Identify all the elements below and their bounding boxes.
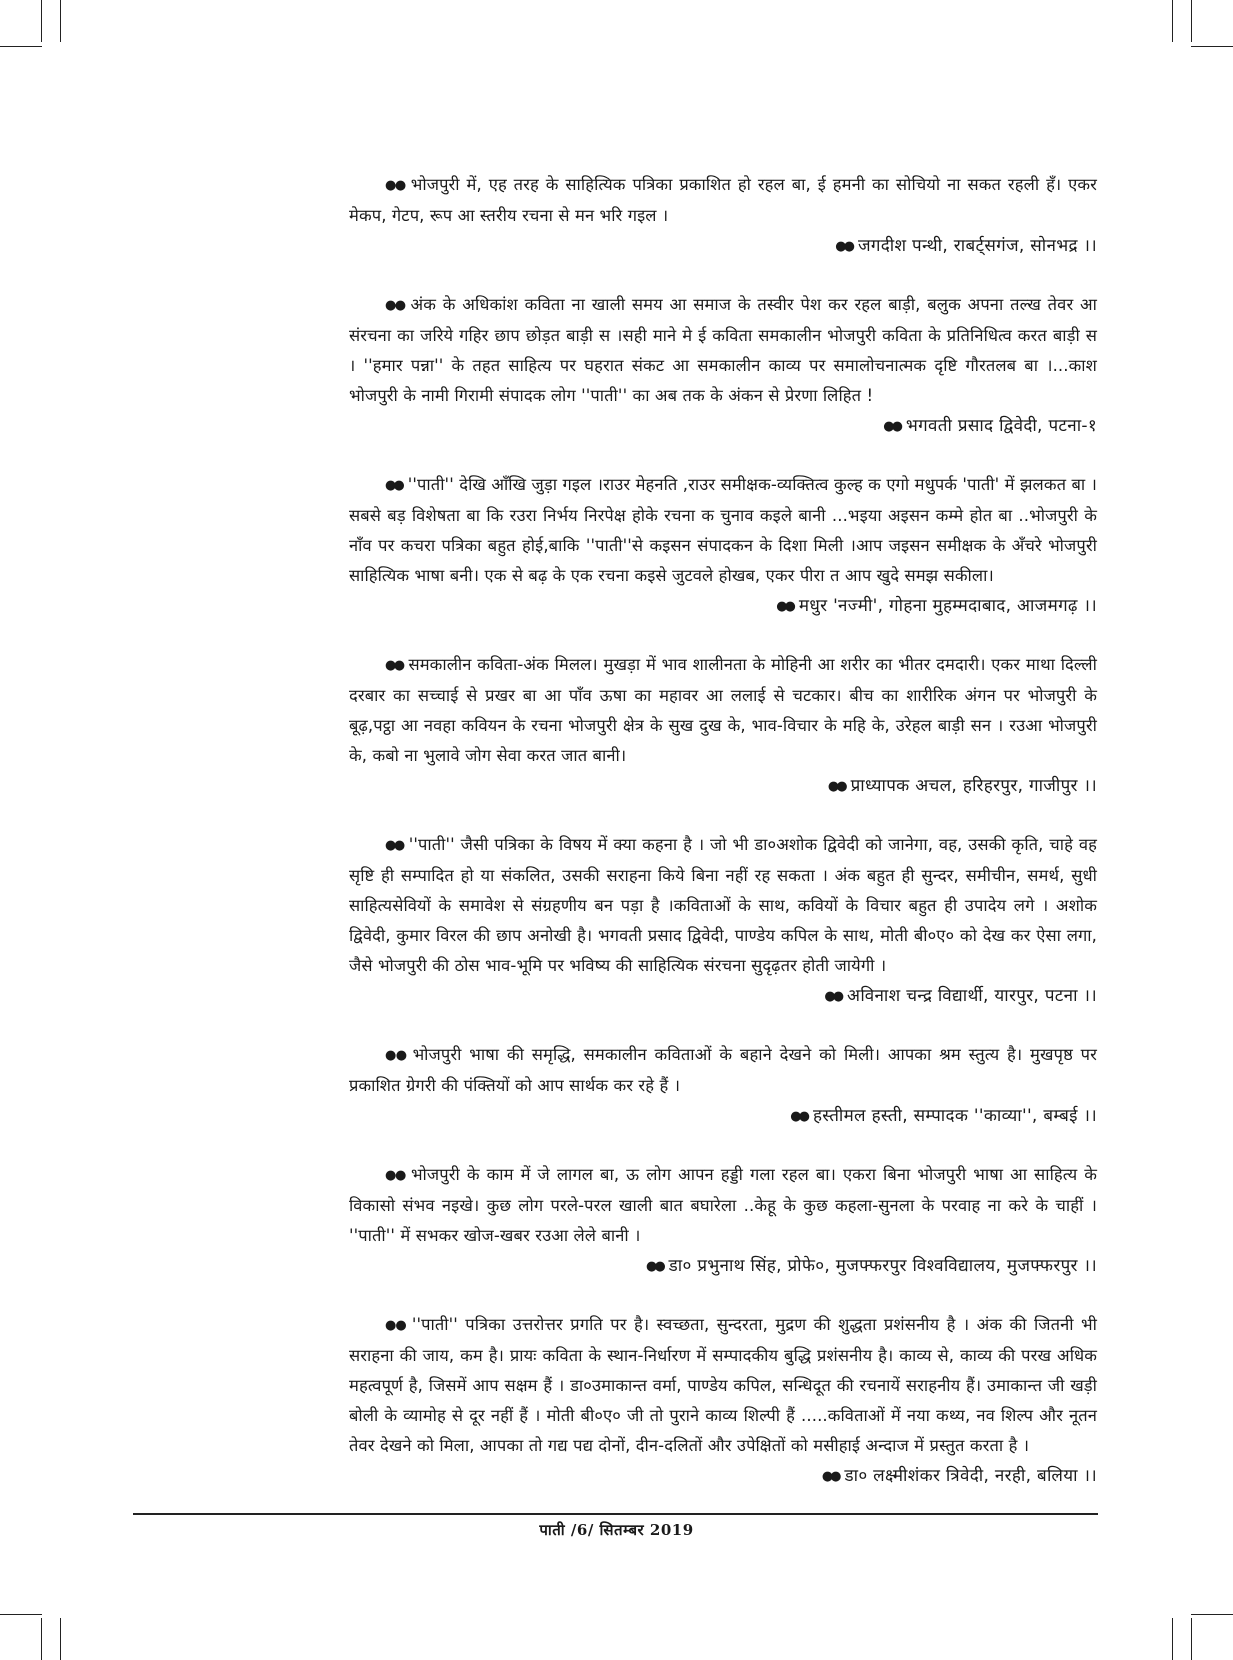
letter-signature: ●● अविनाश चन्द्र विद्यार्थी, यारपुर, पटना ।। <box>824 986 1097 1006</box>
bullet-icon: ●● <box>835 239 852 254</box>
letter-body: ●● भोजपुरी में, एह तरह के साहित्यिक पत्रिका प्रकाशित हो रहल बा, ई हमनी का सोचियो ना सकत रहली हँ। एकर मेकप, गेटप, रूप आ स्तरीय रचना से मन भरि गइल । <box>349 175 1098 225</box>
bullet-icon: ●● <box>790 1109 807 1124</box>
bullet-icon: ●● <box>385 1048 407 1063</box>
crop-mark <box>41 1618 42 1660</box>
bullet-icon: ●● <box>883 419 900 434</box>
letter-signature: ●● मधुर 'नज्मी', गोहना मुहम्मदाबाद, आजमगढ़ ।। <box>776 596 1097 616</box>
bullet-icon: ●● <box>385 298 405 313</box>
crop-mark <box>0 46 42 47</box>
crop-mark <box>1172 1618 1173 1660</box>
crop-mark <box>1191 0 1192 42</box>
letter <box>349 1040 1097 1132</box>
letter <box>349 650 1097 802</box>
letter <box>349 1160 1097 1282</box>
bullet-icon: ●● <box>385 1318 406 1333</box>
bullet-icon: ●● <box>776 599 793 614</box>
crop-mark <box>60 0 61 42</box>
letter-body: ●● भोजपुरी भाषा की समृद्धि, समकालीन कविताओं के बहाने देखने को मिली। आपका श्रम स्तुत्य है। मुखपृष्ठ पर प्रकाशित ग्रेगरी की पंक्तियों को आप सार्थक कर रहे हैं । <box>349 1045 1097 1095</box>
bullet-icon: ●● <box>385 478 402 493</box>
letter-signature: ●● जगदीश पन्थी, राबर्ट्सगंज, सोनभद्र ।। <box>835 236 1097 256</box>
crop-mark <box>1191 1618 1192 1660</box>
letter-body: ●● भोजपुरी के काम में जे लागल बा, ऊ लोग आपन हड्डी गला रहल बा। एकरा बिना भोजपुरी भाषा आ साहित्य के विकासो संभव नइखे। कुछ लोग परले-परल खाली बात बघारेला ..केहू के कुछ कहला-सुनला के परवाह ना करे के चाहीं । ''पाती'' में सभकर खोज-खबर रउआ लेले बानी । <box>349 1165 1098 1245</box>
letter-body: ●● ''पाती'' जैसी पत्रिका के विषय में क्या कहना है । जो भी डा०अशोक द्विवेदी को जानेगा, वह, उसकी कृति, चाहे वह सृष्टि ही सम्पादित हो या संकलित, उसकी सराहना किये बिना नहीं रह सकता । अंक बहुत ही सुन्दर, समीचीन, समर्थ, सुधी साहित्यसेवियों के समावेश से संग्रहणीय बन पड़ा है ।कविताओं के साथ, कवियों के विचार बहुत ही उपादेय लगे । अशोक द्विवेदी, कुमार विरल की छाप अनोखी है। भगवती प्रसाद द्विवेदी, पाण्डेय कपिल के साथ, मोती बी०ए० को देख कर ऐसा लगा, जैसे भोजपुरी की ठोस भाव-भूमि पर भविष्य की साहित्यिक संरचना सुदृढ़तर होती जायेगी । <box>349 835 1097 975</box>
crop-mark <box>0 1614 42 1615</box>
letter-signature: ●● डा० लक्ष्मीशंकर त्रिवेदी, नरही, बलिया ।। <box>821 1466 1097 1486</box>
letter <box>349 830 1097 1012</box>
letter <box>349 470 1097 622</box>
letter-signature: ●● प्राध्यापक अचल, हरिहरपुर, गाजीपुर ।। <box>827 776 1097 796</box>
letter-signature: ●● हस्तीमल हस्ती, सम्पादक ''काव्या'', बम्बई ।। <box>790 1106 1097 1126</box>
letter-body: ●● समकालीन कविता-अंक मिलल। मुखड़ा में भाव शालीनता के मोहिनी आ शरीर का भीतर दमदारी। एकर माथा दिल्ली दरबार का सच्चाई से प्रखर बा आ पाँव ऊषा का महावर आ ललाई से चटकार। बीच का शारीरिक अंगन पर भोजपुरी के बूढ़,पट्ठा आ नवहा कवियन के रचना भोजपुरी क्षेत्र के सुख दुख के, भाव-विचार के महि के, उरेहल बाड़ी सन । रउआ भोजपुरी के, कबो ना भुलावे जोग सेवा करत जात बानी। <box>349 655 1097 765</box>
crop-mark <box>1191 46 1233 47</box>
bullet-icon: ●● <box>385 838 403 853</box>
bullet-icon: ●● <box>385 658 403 673</box>
bullet-icon: ●● <box>827 779 845 794</box>
crop-mark <box>60 1618 61 1660</box>
crop-mark <box>41 0 42 42</box>
letter <box>349 170 1097 262</box>
letter-body: ●● ''पाती'' देखि आँखि जुड़ा गइल ।राउर मेहनति ,राउर समीक्षक-व्यक्तित्व कुल्ह क एगो मधुपर्क 'पाती' में झलकत बा ।सबसे बड़ विशेषता बा कि रउरा निर्भय निरपेक्ष होके रचना क चुनाव कइले बानी ...भइया अइसन कम्मे होत बा ..भोजपुरी के नाँव पर कचरा पत्रिका बहुत होई,बाकि ''पाती''से कइसन संपादकन के दिशा मिली ।आप जइसन समीक्षक के अँचरे भोजपुरी साहित्यिक भाषा बनी। एक से बढ़ के एक रचना कइसे जुटवले होखब, एकर पीरा त आप खुदे समझ सकीला। <box>349 475 1098 585</box>
crop-mark <box>1191 1614 1233 1615</box>
page-footer: पाती /6/ सितम्बर 2019 <box>539 1521 694 1539</box>
letter-body: ●● अंक के अधिकांश कविता ना खाली समय आ समाज के तस्वीर पेश कर रहल बाड़ी, बलुक अपना तल्ख तेवर आ संरचना का जरिये गहिर छाप छोड़त बाड़ी स ।सही माने मे ई कविता समकालीन भोजपुरी कविता के प्रतिनिधित्व करत बाड़ी स । ''हमार पन्ना'' के तहत साहित्य पर घहरात संकट आ समकालीन काव्य पर समालोचनात्मक दृष्टि गौरतलब बा ।...काश भोजपुरी के नामी गिरामी संपादक लोग ''पाती'' का अब तक के अंकन से प्रेरणा लिहित ! <box>349 295 1097 405</box>
letter <box>349 1310 1097 1492</box>
bullet-icon: ●● <box>385 178 405 193</box>
bullet-icon: ●● <box>824 989 842 1004</box>
bullet-icon: ●● <box>385 1168 405 1183</box>
letter <box>349 290 1097 442</box>
letter-signature: ●● भगवती प्रसाद द्विवेदी, पटना-१ <box>883 416 1097 436</box>
bullet-icon: ●● <box>821 1469 839 1484</box>
letters-column <box>349 170 1097 1520</box>
footer-rule <box>133 1513 1098 1515</box>
letter-body: ●● ''पाती'' पत्रिका उत्तरोत्तर प्रगति पर है। स्वच्छता, सुन्दरता, मुद्रण की शुद्धता प्रशंसनीय है । अंक की जितनी भी सराहना की जाय, कम है। प्रायः कविता के स्थान-निर्धारण में सम्पादकीय बुद्धि प्रशंसनीय है। काव्य से, काव्य की परख अधिक महत्वपूर्ण है, जिसमें आप सक्षम हैं । डा०उमाकान्त वर्मा, पाण्डेय कपिल, सन्धिदूत की रचनायें सराहनीय हैं। उमाकान्त जी खड़ी बोली के व्यामोह से दूर नहीं हैं । मोती बी०ए० जी तो पुराने काव्य शिल्पी हैं .....कविताओं में नया कथ्य, नव शिल्प और नूतन तेवर देखने को मिला, आपका तो गद्य पद्य दोनों, दीन-दलितों और उपेक्षितों को मसीहाई अन्दाज में प्रस्तुत करता है । <box>349 1315 1098 1455</box>
bullet-icon: ●● <box>645 1259 663 1274</box>
letter-signature: ●● डा० प्रभुनाथ सिंह, प्रोफे०, मुजफ्फरपुर विश्वविद्यालय, मुजफ्फरपुर ।। <box>645 1256 1097 1276</box>
crop-mark <box>1172 0 1173 42</box>
